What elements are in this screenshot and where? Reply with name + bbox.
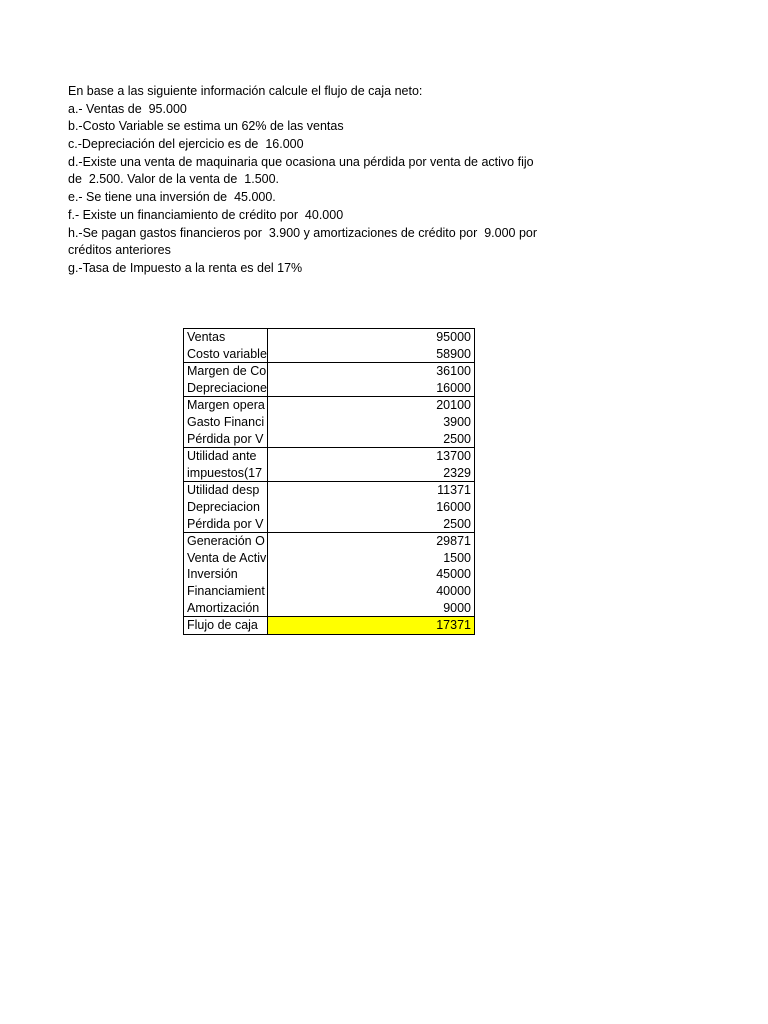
row-label[interactable]: Pérdida por V <box>184 431 268 448</box>
cash-flow-table <box>183 328 475 635</box>
table-row <box>184 465 475 482</box>
row-label[interactable]: Pérdida por V <box>184 516 268 533</box>
total-label[interactable]: Flujo de caja <box>184 617 268 635</box>
problem-line: f.- Existe un financiamiento de crédito por 40.000 <box>68 207 344 222</box>
table-row <box>184 482 475 499</box>
table-row <box>184 600 475 617</box>
problem-line: h.-Se pagan gastos financieros por 3.900 y amortizaciones de crédito por 9.000 por <box>68 225 538 240</box>
table-row-total <box>184 617 475 635</box>
problem-line: a.- Ventas de 95.000 <box>68 101 187 116</box>
row-label[interactable]: impuestos(17 <box>184 465 268 482</box>
row-value[interactable]: 2500 <box>268 431 475 448</box>
row-label[interactable]: Inversión <box>184 566 268 583</box>
row-value[interactable]: 95000 <box>268 329 475 346</box>
table-row <box>184 329 475 346</box>
row-label[interactable]: Generación O <box>184 533 268 550</box>
row-label[interactable]: Venta de Activ <box>184 550 268 567</box>
table-row <box>184 516 475 533</box>
row-label[interactable]: Gasto Financi <box>184 414 268 431</box>
row-value[interactable]: 20100 <box>268 397 475 414</box>
row-value[interactable]: 40000 <box>268 583 475 600</box>
problem-statement <box>68 83 568 278</box>
table-row <box>184 397 475 414</box>
row-value[interactable]: 16000 <box>268 499 475 516</box>
row-value[interactable]: 58900 <box>268 346 475 363</box>
table-row <box>184 583 475 600</box>
row-label[interactable]: Costo variable <box>184 346 268 363</box>
table-row <box>184 431 475 448</box>
problem-line: e.- Se tiene una inversión de 45.000. <box>68 190 276 205</box>
row-label[interactable]: Amortización <box>184 600 268 617</box>
table-row <box>184 346 475 363</box>
total-value[interactable]: 17371 <box>268 617 475 635</box>
row-label[interactable]: Ventas <box>184 329 268 346</box>
row-value[interactable]: 16000 <box>268 380 475 397</box>
row-label[interactable]: Depreciacion <box>184 499 268 516</box>
row-value[interactable]: 9000 <box>268 600 475 617</box>
row-value[interactable]: 3900 <box>268 414 475 431</box>
table-row <box>184 533 475 550</box>
problem-line: d.-Existe una venta de maquinaria que ocasiona una pérdida por venta de activo fijo <box>68 154 534 169</box>
row-label[interactable]: Margen de Co <box>184 363 268 380</box>
problem-line: En base a las siguiente información calcule el flujo de caja neto: <box>68 84 423 98</box>
problem-line: g.-Tasa de Impuesto a la renta es del 17% <box>68 260 303 275</box>
table-row <box>184 566 475 583</box>
row-value[interactable]: 2329 <box>268 465 475 482</box>
table-row <box>184 499 475 516</box>
row-value[interactable]: 2500 <box>268 516 475 533</box>
row-label[interactable]: Financiamient <box>184 583 268 600</box>
row-label[interactable]: Utilidad desp <box>184 482 268 499</box>
table-row <box>184 550 475 567</box>
problem-line: créditos anteriores <box>68 243 171 258</box>
row-value[interactable]: 1500 <box>268 550 475 567</box>
row-value[interactable]: 29871 <box>268 533 475 550</box>
row-label[interactable]: Depreciacione <box>184 380 268 397</box>
row-value[interactable]: 45000 <box>268 566 475 583</box>
row-value[interactable]: 11371 <box>268 482 475 499</box>
problem-line: b.-Costo Variable se estima un 62% de las ventas <box>68 119 344 134</box>
problem-line: de 2.500. Valor de la venta de 1.500. <box>68 172 280 187</box>
table-row <box>184 414 475 431</box>
row-label[interactable]: Utilidad ante <box>184 448 268 465</box>
table-row <box>184 380 475 397</box>
row-value[interactable]: 13700 <box>268 448 475 465</box>
row-value[interactable]: 36100 <box>268 363 475 380</box>
problem-line: c.-Depreciación del ejercicio es de 16.000 <box>68 137 304 152</box>
row-label[interactable]: Margen opera <box>184 397 268 414</box>
table-row <box>184 448 475 465</box>
table-row <box>184 363 475 380</box>
